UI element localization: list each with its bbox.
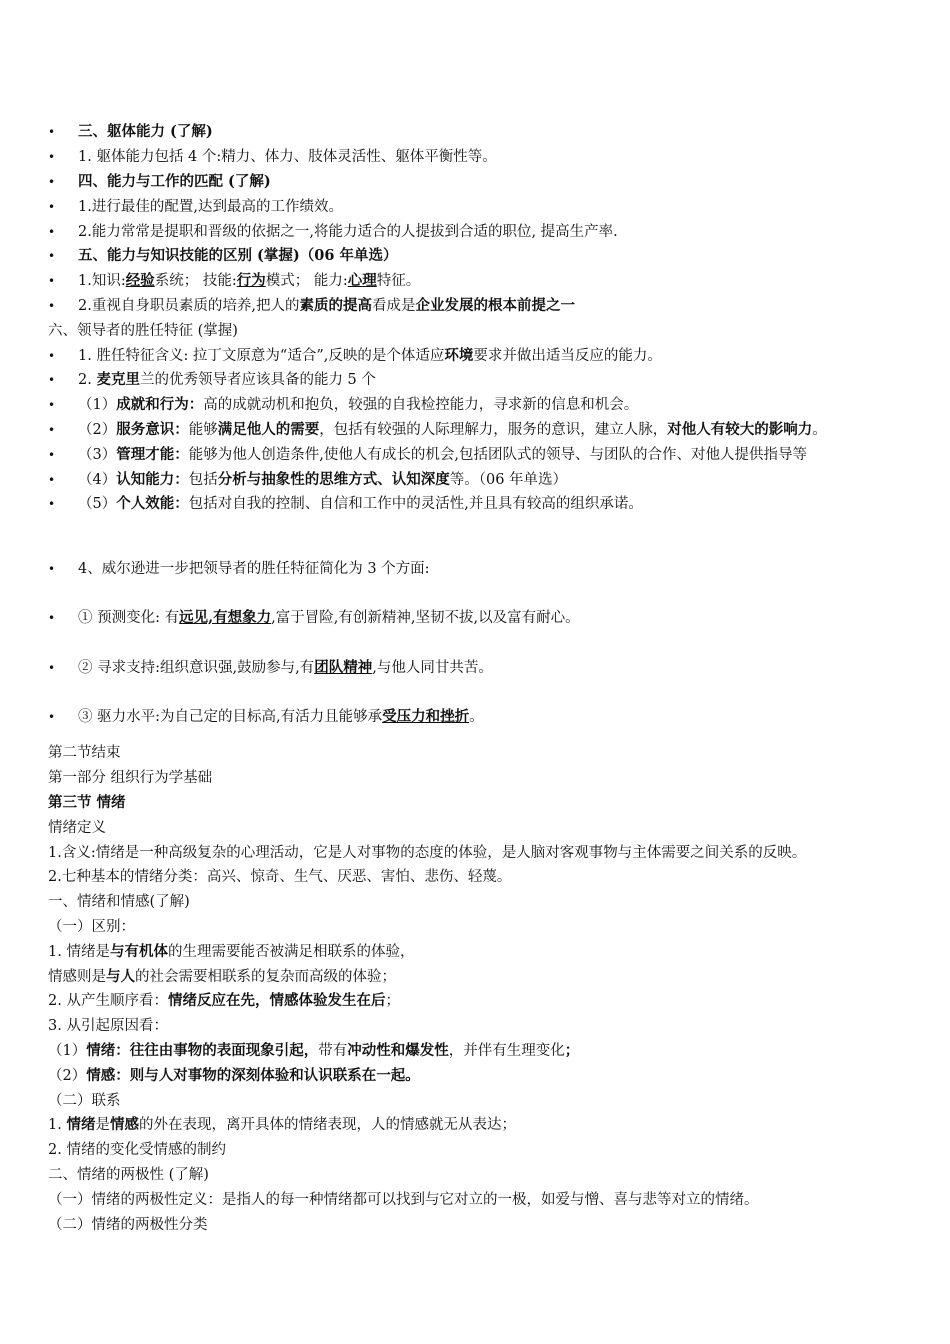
bold-text: 管理才能： <box>116 446 189 463</box>
bold-text: 冲动性和爆发性 <box>347 1042 449 1059</box>
underlined-text: 经验 <box>125 272 155 289</box>
bold-text: 对他人有较大的影响力 <box>667 421 813 438</box>
text-segment: 1. 情绪是 <box>48 944 110 960</box>
bold-text: 与人 <box>106 968 135 985</box>
text-line <box>48 743 121 763</box>
bullet-line <box>48 246 398 266</box>
bold-text: 个人效能： <box>116 495 189 512</box>
bullet-line <box>48 658 493 678</box>
bold-text: 素质的提高 <box>299 297 372 314</box>
text-line <box>48 1115 516 1135</box>
text-segment: 一、情绪和情感(了解) <box>48 894 190 910</box>
bold-text: 麦克里 <box>96 371 140 388</box>
text-segment: 二、情绪的两极性 (了解) <box>48 1167 209 1183</box>
text-segment: 2.能力常常是提职和晋级的依据之一,将能力适合的人提拔到合适的职位, 提高生产率. <box>78 224 618 240</box>
text-line <box>48 818 106 838</box>
text-segment: （二）联系 <box>48 1093 121 1109</box>
underlined-text: 远见,有想象力 <box>179 609 272 626</box>
text-segment: 包括对自我的控制、自信和工作中的灵活性,并且具有较高的组织承诺。 <box>188 496 643 512</box>
text-segment: ，包括有较强的人际理解力，服务的意识，建立人脉， <box>319 422 668 438</box>
text-segment: 的生理需要能否被满足相联系的体验， <box>167 944 415 960</box>
text-segment: ； <box>385 993 400 1009</box>
text-segment: ,富于冒险,有创新精神,坚韧不拔,以及富有耐心。 <box>271 610 580 626</box>
text-segment: （二）情绪的两极性分类 <box>48 1217 208 1233</box>
bold-text: ； <box>564 1042 580 1059</box>
bold-text: 满足他人的需要 <box>217 421 320 438</box>
text-line <box>48 1215 208 1235</box>
bold-text: 情感：则与人对事物的深刻体验和认识联系在一起。 <box>86 1067 420 1084</box>
bullet-line <box>48 420 827 440</box>
text-segment: 。 <box>469 709 484 725</box>
text-line <box>48 917 135 937</box>
text-segment: 。 <box>812 422 827 438</box>
text-segment: 1.知识: <box>78 273 126 289</box>
bullet-line <box>48 470 567 490</box>
bold-text: 认知能力： <box>116 471 189 488</box>
underlined-text: 团队精神 <box>314 659 373 676</box>
text-segment: 的社会需要相联系的复杂而高级的体验； <box>135 969 396 985</box>
text-segment: （一）情绪的两极性定义：是指人的每一种情绪都可以找到与它对立的一极，如爱与憎、喜与悲等对立的情绪。 <box>48 1192 759 1208</box>
bold-text: 第三节 情绪 <box>48 794 126 811</box>
text-line <box>48 1140 226 1160</box>
bullet-line <box>48 370 376 390</box>
bold-text: 企业发展的根本前提之一 <box>415 297 575 314</box>
bullet-line <box>48 608 580 628</box>
text-segment: 3. 从引起原因看： <box>48 1018 168 1034</box>
bullet-line <box>48 559 430 579</box>
text-segment: （4） <box>78 472 117 488</box>
text-segment: ③ 驱力水平:为自己定的目标高,有活力且能够承 <box>78 709 383 725</box>
text-line <box>48 892 190 912</box>
text-segment: 2. <box>78 372 97 388</box>
text-segment: 4、威尔逊进一步把领导者的胜任特征简化为 3 个方面: <box>78 561 430 577</box>
text-segment: 能够为他人创造条件,使他人有成长的机会,包括团队式的领导、与团队的合作、对他人提供指导等 <box>188 447 807 463</box>
bullet-line <box>48 395 638 415</box>
text-line <box>48 843 806 863</box>
bold-text: 情绪 <box>66 1116 96 1133</box>
text-segment: 兰的优秀领导者应该具备的能力 5 个 <box>139 372 376 388</box>
bullet-line <box>48 197 343 217</box>
text-segment: 2. 从产生顺序看： <box>48 993 168 1009</box>
text-segment: 情感则是 <box>48 969 106 985</box>
bold-text: 与有机体 <box>109 943 168 960</box>
text-segment: 2.七种基本的情绪分类：高兴、惊奇、生气、厌恶、害怕、悲伤、轻蔑。 <box>48 869 512 885</box>
text-segment: 1. <box>48 1117 67 1133</box>
text-line <box>48 768 212 788</box>
bullet-line <box>48 222 618 242</box>
text-line <box>48 1165 209 1185</box>
text-line <box>48 867 511 887</box>
text-segment: （1） <box>48 1043 87 1059</box>
bold-text: 情感 <box>109 1116 139 1133</box>
text-line <box>48 1190 759 1210</box>
text-line <box>48 1041 579 1061</box>
text-segment: 看成是 <box>371 298 416 314</box>
text-segment: （3） <box>78 447 117 463</box>
bullet-line <box>48 707 484 727</box>
text-segment: 1.含义:情绪是一种高级复杂的心理活动，它是人对事物的态度的体验，是人脑对客观事物与主体需要之间关系的反映。 <box>48 845 807 861</box>
text-segment: 第二节结束 <box>48 745 121 761</box>
text-segment: 特征。 <box>376 273 421 289</box>
bold-text: 五、能力与知识技能的区别 (掌握)（06 年单选） <box>78 247 398 264</box>
bullet-line <box>48 346 662 366</box>
bold-text: 环境 <box>444 347 474 364</box>
text-segment: ① 预测变化: 有 <box>78 610 180 626</box>
text-line <box>48 967 396 987</box>
text-segment: ② 寻求支持:组织意识强,鼓励参与,有 <box>78 660 315 676</box>
text-segment: 的外在表现，离开具体的情绪表现，人的情感就无从表达； <box>138 1117 516 1133</box>
text-segment: 高的成就动机和抱负，较强的自我检控能力，寻求新的信息和机会。 <box>203 397 639 413</box>
bold-text: 服务意识： <box>116 421 189 438</box>
text-segment: （2） <box>48 1068 87 1084</box>
text-line <box>48 991 400 1011</box>
bold-text: 分析与抽象性的思维方式、认知深度 <box>217 471 450 488</box>
text-line <box>48 1066 420 1086</box>
heading-line <box>48 321 238 341</box>
bold-text: 三、躯体能力 (了解) <box>78 123 213 140</box>
text-segment: 包括 <box>188 472 218 488</box>
text-line <box>48 1091 121 1111</box>
text-segment: ,与他人同甘共苦。 <box>372 660 493 676</box>
bold-text: 四、能力与工作的匹配 (了解) <box>78 173 271 190</box>
bold-text: 情绪：往往由事物的表面现象引起， <box>86 1042 319 1059</box>
underlined-text: 心理 <box>347 272 377 289</box>
text-segment: 等。（06 年单选） <box>449 472 568 488</box>
section-title <box>48 793 126 813</box>
text-segment: 1. 胜任特征含义: 拉丁文原意为“适合”,反映的是个体适应 <box>78 348 445 364</box>
text-segment: 能够 <box>188 422 218 438</box>
bullet-line <box>48 445 807 465</box>
text-segment: 六、领导者的胜任特征 (掌握) <box>48 323 238 339</box>
underlined-text: 受压力和挫折 <box>382 708 470 725</box>
bold-text: 成就和行为： <box>116 396 204 413</box>
bullet-line <box>48 271 420 291</box>
bullet-line <box>48 494 643 514</box>
text-segment: （一）区别： <box>48 919 135 935</box>
bold-text: 情绪反应在先，情感体验发生在后 <box>167 992 386 1009</box>
text-segment: 要求并做出适当反应的能力。 <box>473 348 662 364</box>
text-line <box>48 942 414 962</box>
text-segment: （1） <box>78 397 117 413</box>
text-segment: 第一部分 组织行为学基础 <box>48 770 213 786</box>
text-segment: 1. 躯体能力包括 4 个:精力、体力、肢体灵活性、躯体平衡性等。 <box>78 149 497 165</box>
bullet-line <box>48 147 497 167</box>
text-segment: （2） <box>78 422 117 438</box>
text-segment: （5） <box>78 496 117 512</box>
text-segment: 情绪定义 <box>48 820 106 836</box>
text-segment: 2.重视自身职员素质的培养,把人的 <box>78 298 300 314</box>
text-segment: 带有 <box>318 1043 348 1059</box>
bullet-line <box>48 296 575 316</box>
text-segment: 模式； 能力: <box>265 273 348 289</box>
text-segment: 2. 情绪的变化受情感的制约 <box>48 1142 226 1158</box>
bullet-line <box>48 172 271 192</box>
text-segment: 1.进行最佳的配置,达到最高的工作绩效。 <box>78 199 343 215</box>
underlined-text: 行为 <box>236 272 266 289</box>
bullet-line <box>48 122 213 142</box>
text-line <box>48 1016 168 1036</box>
text-segment: 系统； 技能: <box>154 273 237 289</box>
text-segment: ，并伴有生理变化 <box>448 1043 565 1059</box>
text-segment: 是 <box>95 1117 110 1133</box>
